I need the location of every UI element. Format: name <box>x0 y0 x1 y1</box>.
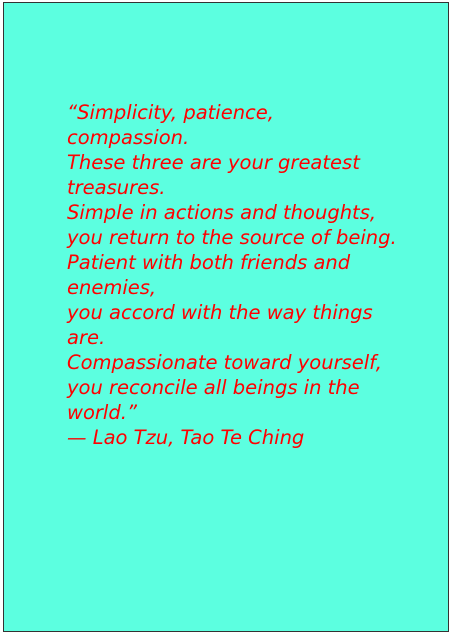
quote-line: you accord with the way things are. <box>67 301 379 349</box>
quote-line: Compassionate toward yourself, <box>67 351 382 374</box>
quote-line: Patient with both friends and enemies, <box>67 251 357 299</box>
quote-card <box>3 2 449 632</box>
quote-block <box>67 100 397 450</box>
quote-line: These three are your greatest treasures. <box>67 151 367 199</box>
quote-line: you reconcile all beings in the world.” <box>67 376 366 424</box>
quote-line: “Simplicity, patience, compassion. <box>67 101 281 149</box>
quote-attribution: — Lao Tzu, Tao Te Ching <box>67 426 305 449</box>
quote-line: Simple in actions and thoughts, you return to the source of being. <box>67 201 397 249</box>
